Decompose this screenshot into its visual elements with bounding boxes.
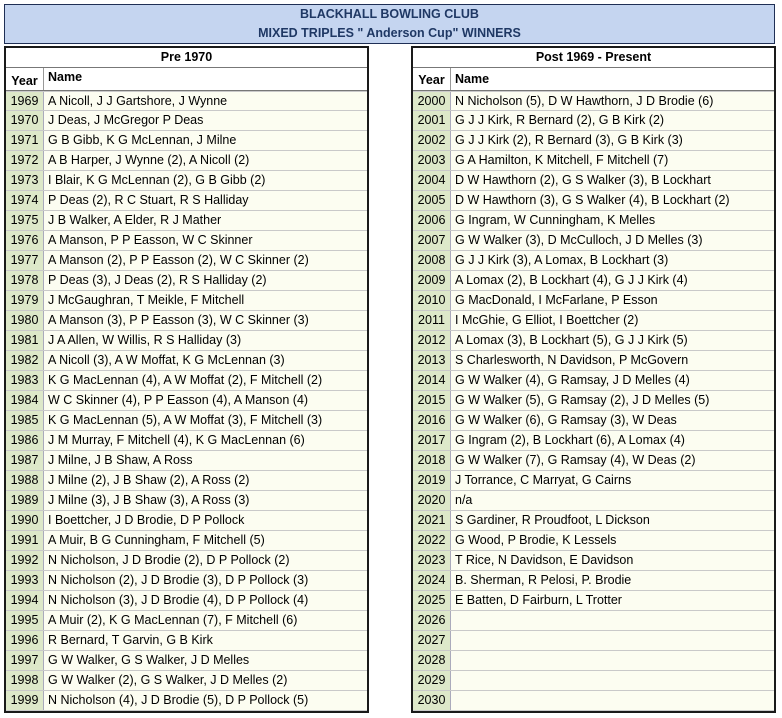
panel-title: Pre 1970 (6, 48, 367, 68)
table-row (6, 311, 367, 331)
year-cell: 2014 (413, 371, 451, 390)
winners-cell: E Batten, D Fairburn, L Trotter (451, 591, 774, 610)
table-row (413, 111, 774, 131)
table-row (6, 151, 367, 171)
winners-cell: R Bernard, T Garvin, G B Kirk (44, 631, 367, 650)
table-row (6, 211, 367, 231)
table-row (413, 511, 774, 531)
year-cell: 1989 (6, 491, 44, 510)
year-cell: 2011 (413, 311, 451, 330)
table-row (6, 131, 367, 151)
year-cell: 2018 (413, 451, 451, 470)
year-cell: 1988 (6, 471, 44, 490)
winners-cell (451, 671, 774, 690)
table-row (413, 631, 774, 651)
club-name: BLACKHALL BOWLING CLUB (300, 7, 479, 21)
year-cell: 2021 (413, 511, 451, 530)
table-row (6, 631, 367, 651)
table-row (413, 611, 774, 631)
winners-cell: B. Sherman, R Pelosi, P. Brodie (451, 571, 774, 590)
table-row (6, 271, 367, 291)
winners-cell: G W Walker (2), G S Walker, J D Melles (2) (44, 671, 367, 690)
table-row (413, 291, 774, 311)
table-row (6, 231, 367, 251)
winners-cell: J McGaughran, T Meikle, F Mitchell (44, 291, 367, 310)
name-column-header: Name (48, 70, 83, 84)
winners-cell: P Deas (2), R C Stuart, R S Halliday (44, 191, 367, 210)
column-header-row (6, 68, 367, 91)
year-cell: 2016 (413, 411, 451, 430)
year-cell: 2022 (413, 531, 451, 550)
table-row (6, 571, 367, 591)
year-cell: 1975 (6, 211, 44, 230)
table-row (413, 351, 774, 371)
table-row (6, 431, 367, 451)
column-header-row (413, 68, 774, 91)
winners-cell (451, 691, 774, 710)
title-banner (4, 4, 775, 44)
year-cell: 2005 (413, 191, 451, 210)
winners-cell: J A Allen, W Willis, R S Halliday (3) (44, 331, 367, 350)
table-row (6, 531, 367, 551)
winners-cell: G W Walker (7), G Ramsay (4), W Deas (2) (451, 451, 774, 470)
table-row (413, 431, 774, 451)
year-cell: 1997 (6, 651, 44, 670)
winners-cell: N Nicholson (4), J D Brodie (5), D P Pollock (5) (44, 691, 367, 710)
table-row (6, 191, 367, 211)
table-row (413, 451, 774, 471)
table-row (413, 591, 774, 611)
year-cell: 1991 (6, 531, 44, 550)
year-cell: 2003 (413, 151, 451, 170)
table-row (413, 91, 774, 111)
year-cell: 1985 (6, 411, 44, 430)
table-row (413, 131, 774, 151)
year-cell: 1983 (6, 371, 44, 390)
year-cell: 1996 (6, 631, 44, 650)
year-cell: 1981 (6, 331, 44, 350)
table-row (413, 191, 774, 211)
winners-cell: J Milne, J B Shaw, A Ross (44, 451, 367, 470)
post-1969-table (411, 46, 776, 713)
table-row (413, 551, 774, 571)
winners-cell: I Boettcher, J D Brodie, D P Pollock (44, 511, 367, 530)
winners-cell: K G MacLennan (5), A W Moffat (3), F Mitchell (3) (44, 411, 367, 430)
year-cell: 2006 (413, 211, 451, 230)
table-row (413, 571, 774, 591)
winners-cell: G Ingram (2), B Lockhart (6), A Lomax (4) (451, 431, 774, 450)
winners-cell: J B Walker, A Elder, R J Mather (44, 211, 367, 230)
winners-cell: N Nicholson (2), J D Brodie (3), D P Pollock (3) (44, 571, 367, 590)
winners-rows (413, 91, 774, 711)
winners-cell: G J J Kirk, R Bernard (2), G B Kirk (2) (451, 111, 774, 130)
year-cell: 2026 (413, 611, 451, 630)
table-row (6, 451, 367, 471)
winners-rows (6, 91, 367, 711)
year-cell: 2017 (413, 431, 451, 450)
winners-cell: G W Walker (4), G Ramsay, J D Melles (4) (451, 371, 774, 390)
table-row (6, 551, 367, 571)
table-row (413, 671, 774, 691)
year-cell: 2019 (413, 471, 451, 490)
year-cell: 1979 (6, 291, 44, 310)
table-row (6, 111, 367, 131)
winners-cell: G A Hamilton, K Mitchell, F Mitchell (7) (451, 151, 774, 170)
winners-cell (451, 631, 774, 650)
winners-cell: A Manson, P P Easson, W C Skinner (44, 231, 367, 250)
year-cell: 2025 (413, 591, 451, 610)
table-row (413, 151, 774, 171)
year-cell: 2015 (413, 391, 451, 410)
year-cell: 2000 (413, 92, 451, 110)
year-cell: 2002 (413, 131, 451, 150)
winners-cell: J Torrance, C Marryat, G Cairns (451, 471, 774, 490)
year-cell: 2009 (413, 271, 451, 290)
winners-cell (451, 651, 774, 670)
table-row (6, 251, 367, 271)
table-row (6, 171, 367, 191)
winners-cell: D W Hawthorn (2), G S Walker (3), B Lockhart (451, 171, 774, 190)
table-row (413, 411, 774, 431)
table-row (6, 651, 367, 671)
table-row (413, 311, 774, 331)
winners-cell: n/a (451, 491, 774, 510)
winners-cell: G Wood, P Brodie, K Lessels (451, 531, 774, 550)
winners-cell (451, 611, 774, 630)
year-cell: 1990 (6, 511, 44, 530)
winners-cell: G W Walker (6), G Ramsay (3), W Deas (451, 411, 774, 430)
table-row (413, 651, 774, 671)
pre-1970-table (4, 46, 369, 713)
winners-cell: J Deas, J McGregor P Deas (44, 111, 367, 130)
table-row (413, 391, 774, 411)
table-row (413, 271, 774, 291)
winners-cell: A Nicoll, J J Gartshore, J Wynne (44, 92, 367, 110)
winners-cell: D W Hawthorn (3), G S Walker (4), B Lockhart (2) (451, 191, 774, 210)
year-cell: 1998 (6, 671, 44, 690)
winners-cell: A Manson (3), P P Easson (3), W C Skinner (3) (44, 311, 367, 330)
winners-cell: N Nicholson, J D Brodie (2), D P Pollock (2) (44, 551, 367, 570)
year-column-header: Year (6, 68, 44, 90)
year-cell: 1986 (6, 431, 44, 450)
winners-cell: A Lomax (3), B Lockhart (5), G J J Kirk (5) (451, 331, 774, 350)
table-row (413, 491, 774, 511)
year-cell: 1980 (6, 311, 44, 330)
winners-cell: T Rice, N Davidson, E Davidson (451, 551, 774, 570)
table-row (6, 291, 367, 311)
year-cell: 2027 (413, 631, 451, 650)
winners-cell: G Ingram, W Cunningham, K Melles (451, 211, 774, 230)
winners-cell: G W Walker, G S Walker, J D Melles (44, 651, 367, 670)
year-cell: 2008 (413, 251, 451, 270)
winners-cell: G B Gibb, K G McLennan, J Milne (44, 131, 367, 150)
table-row (6, 371, 367, 391)
year-column-header: Year (413, 68, 451, 90)
winners-cell: J M Murray, F Mitchell (4), K G MacLennan (6) (44, 431, 367, 450)
year-cell: 2029 (413, 671, 451, 690)
table-row (413, 211, 774, 231)
table-row (413, 371, 774, 391)
year-cell: 2023 (413, 551, 451, 570)
year-cell: 1971 (6, 131, 44, 150)
year-cell: 1970 (6, 111, 44, 130)
winners-cell: G W Walker (5), G Ramsay (2), J D Melles (5) (451, 391, 774, 410)
year-cell: 1992 (6, 551, 44, 570)
table-row (6, 691, 367, 711)
year-cell: 1987 (6, 451, 44, 470)
winners-cell: I McGhie, G Elliot, I Boettcher (2) (451, 311, 774, 330)
table-row (413, 231, 774, 251)
year-cell: 2013 (413, 351, 451, 370)
year-cell: 1977 (6, 251, 44, 270)
year-cell: 2007 (413, 231, 451, 250)
winners-cell: A B Harper, J Wynne (2), A Nicoll (2) (44, 151, 367, 170)
winners-cell: A Muir (2), K G MacLennan (7), F Mitchell (6) (44, 611, 367, 630)
year-cell: 1976 (6, 231, 44, 250)
winners-cell: A Muir, B G Cunningham, F Mitchell (5) (44, 531, 367, 550)
winners-cell: A Nicoll (3), A W Moffat, K G McLennan (3) (44, 351, 367, 370)
table-row (6, 511, 367, 531)
winners-cell: P Deas (3), J Deas (2), R S Halliday (2) (44, 271, 367, 290)
winners-cell: S Gardiner, R Proudfoot, L Dickson (451, 511, 774, 530)
table-row (413, 691, 774, 711)
table-row (413, 531, 774, 551)
year-cell: 1972 (6, 151, 44, 170)
table-row (413, 171, 774, 191)
year-cell: 2024 (413, 571, 451, 590)
winners-cell: I Blair, K G McLennan (2), G B Gibb (2) (44, 171, 367, 190)
table-row (6, 611, 367, 631)
year-cell: 1995 (6, 611, 44, 630)
year-cell: 1974 (6, 191, 44, 210)
year-cell: 1994 (6, 591, 44, 610)
table-row (413, 251, 774, 271)
year-cell: 1973 (6, 171, 44, 190)
year-cell: 2012 (413, 331, 451, 350)
winners-cell: G W Walker (3), D McCulloch, J D Melles (3) (451, 231, 774, 250)
year-cell: 1978 (6, 271, 44, 290)
table-row (413, 471, 774, 491)
year-cell: 2004 (413, 171, 451, 190)
table-row (6, 91, 367, 111)
winners-cell: W C Skinner (4), P P Easson (4), A Manson (4) (44, 391, 367, 410)
table-row (6, 471, 367, 491)
table-row (6, 491, 367, 511)
winners-cell: N Nicholson (3), J D Brodie (4), D P Pollock (4) (44, 591, 367, 610)
winners-cell: J Milne (2), J B Shaw (2), A Ross (2) (44, 471, 367, 490)
year-cell: 2020 (413, 491, 451, 510)
table-row (6, 391, 367, 411)
winners-cell: G J J Kirk (2), R Bernard (3), G B Kirk (3) (451, 131, 774, 150)
year-cell: 1999 (6, 691, 44, 710)
table-row (6, 411, 367, 431)
table-row (413, 331, 774, 351)
name-column-header: Name (455, 72, 490, 86)
year-cell: 1969 (6, 92, 44, 110)
year-cell: 1982 (6, 351, 44, 370)
year-cell: 2030 (413, 691, 451, 710)
winners-cell: K G MacLennan (4), A W Moffat (2), F Mitchell (2) (44, 371, 367, 390)
table-row (6, 591, 367, 611)
winners-cell: A Manson (2), P P Easson (2), W C Skinner (2) (44, 251, 367, 270)
year-cell: 2028 (413, 651, 451, 670)
panel-title: Post 1969 - Present (413, 48, 774, 68)
year-cell: 2010 (413, 291, 451, 310)
competition-name: MIXED TRIPLES " Anderson Cup" WINNERS (258, 26, 521, 40)
winners-cell: S Charlesworth, N Davidson, P McGovern (451, 351, 774, 370)
year-cell: 1993 (6, 571, 44, 590)
table-row (6, 331, 367, 351)
year-cell: 1984 (6, 391, 44, 410)
winners-cell: G MacDonald, I McFarlane, P Esson (451, 291, 774, 310)
winners-cell: J Milne (3), J B Shaw (3), A Ross (3) (44, 491, 367, 510)
year-cell: 2001 (413, 111, 451, 130)
table-row (6, 671, 367, 691)
winners-cell: A Lomax (2), B Lockhart (4), G J J Kirk (4) (451, 271, 774, 290)
winners-cell: G J J Kirk (3), A Lomax, B Lockhart (3) (451, 251, 774, 270)
table-row (6, 351, 367, 371)
winners-cell: N Nicholson (5), D W Hawthorn, J D Brodie (6) (451, 92, 774, 110)
